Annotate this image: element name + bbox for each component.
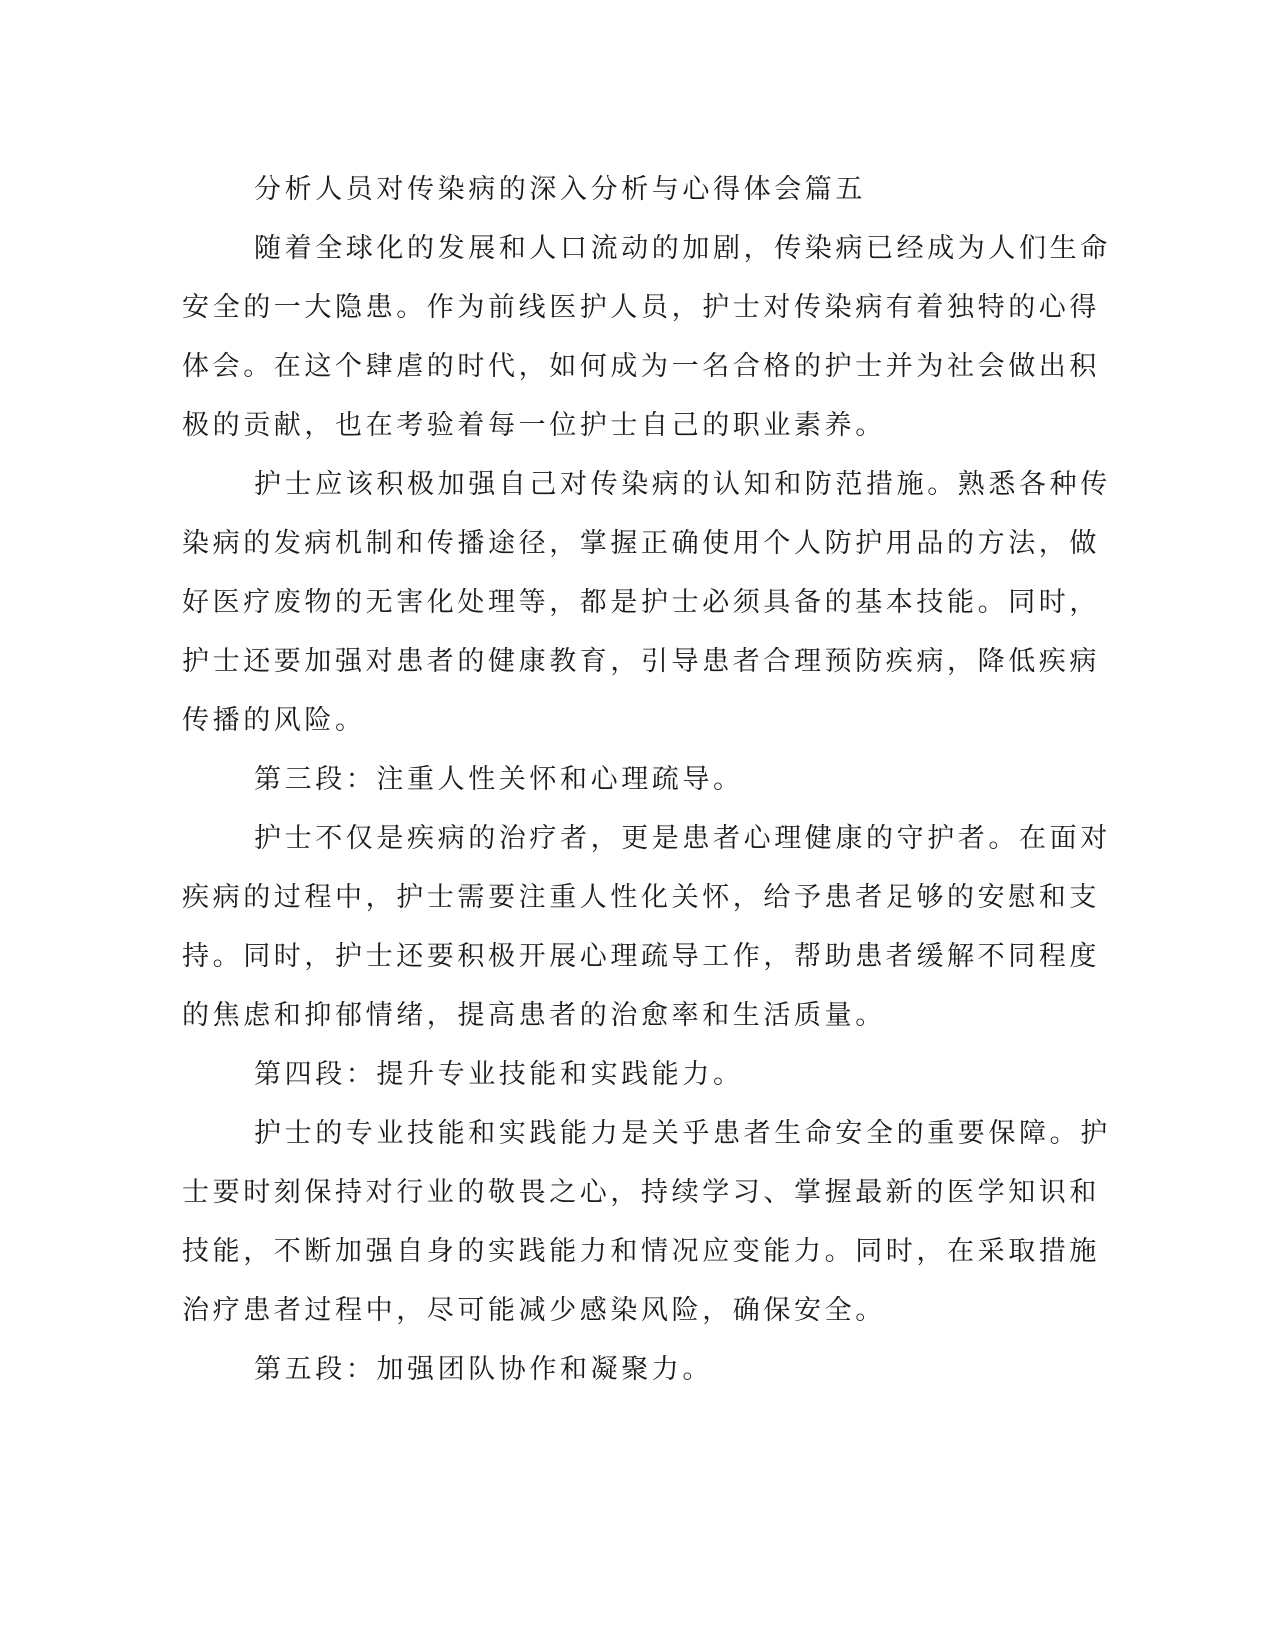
paragraph-line: 好医疗废物的无害化处理等，都是护士必须具备的基本技能。同时， xyxy=(182,587,1100,618)
section-heading: 第五段：加强团队协作和凝聚力。 xyxy=(254,1354,713,1385)
document-title: 分析人员对传染病的深入分析与心得体会篇五 xyxy=(254,174,866,205)
section-heading-3 xyxy=(182,750,1032,809)
paragraph-line: 护士不仅是疾病的治疗者，更是患者心理健康的守护者。在面对 xyxy=(254,823,1111,854)
paragraph-line: 护士的专业技能和实践能力是关乎患者生命安全的重要保障。护 xyxy=(254,1118,1111,1149)
paragraph-4 xyxy=(182,1104,1111,1340)
paragraph-line: 技能，不断加强自身的实践能力和情况应变能力。同时，在采取措施 xyxy=(182,1236,1100,1267)
paragraph-3 xyxy=(182,809,1111,1045)
paragraph-line: 士要时刻保持对行业的敬畏之心，持续学习、掌握最新的医学知识和 xyxy=(182,1177,1100,1208)
section-heading-5 xyxy=(182,1340,1032,1399)
section-heading: 第三段：注重人性关怀和心理疏导。 xyxy=(254,764,744,795)
paragraph-line: 疾病的过程中，护士需要注重人性化关怀，给予患者足够的安慰和支 xyxy=(182,882,1100,913)
section-heading-4 xyxy=(182,1045,1032,1104)
document-page xyxy=(182,160,1111,1399)
paragraph-line: 染病的发病机制和传播途径，掌握正确使用个人防护用品的方法，做 xyxy=(182,528,1100,559)
paragraph-line: 的焦虑和抑郁情绪，提高患者的治愈率和生活质量。 xyxy=(182,1000,886,1031)
paragraph-line: 安全的一大隐患。作为前线医护人员，护士对传染病有着独特的心得 xyxy=(182,292,1100,323)
paragraph-line: 传播的风险。 xyxy=(182,705,366,736)
paragraph-line: 护士还要加强对患者的健康教育，引导患者合理预防疾病，降低疾病 xyxy=(182,646,1100,677)
paragraph-line: 体会。在这个肆虐的时代，如何成为一名合格的护士并为社会做出积 xyxy=(182,351,1100,382)
paragraph-line: 随着全球化的发展和人口流动的加剧，传染病已经成为人们生命 xyxy=(254,233,1111,264)
paragraph-line: 护士应该积极加强自己对传染病的认知和防范措施。熟悉各种传 xyxy=(254,469,1111,500)
paragraph-line: 极的贡献，也在考验着每一位护士自己的职业素养。 xyxy=(182,410,886,441)
paragraph-2 xyxy=(182,455,1111,750)
paragraph-line: 治疗患者过程中，尽可能减少感染风险，确保安全。 xyxy=(182,1295,886,1326)
paragraph-1 xyxy=(182,219,1111,455)
paragraph-line: 持。同时，护士还要积极开展心理疏导工作，帮助患者缓解不同程度 xyxy=(182,941,1100,972)
section-heading: 第四段：提升专业技能和实践能力。 xyxy=(254,1059,744,1090)
